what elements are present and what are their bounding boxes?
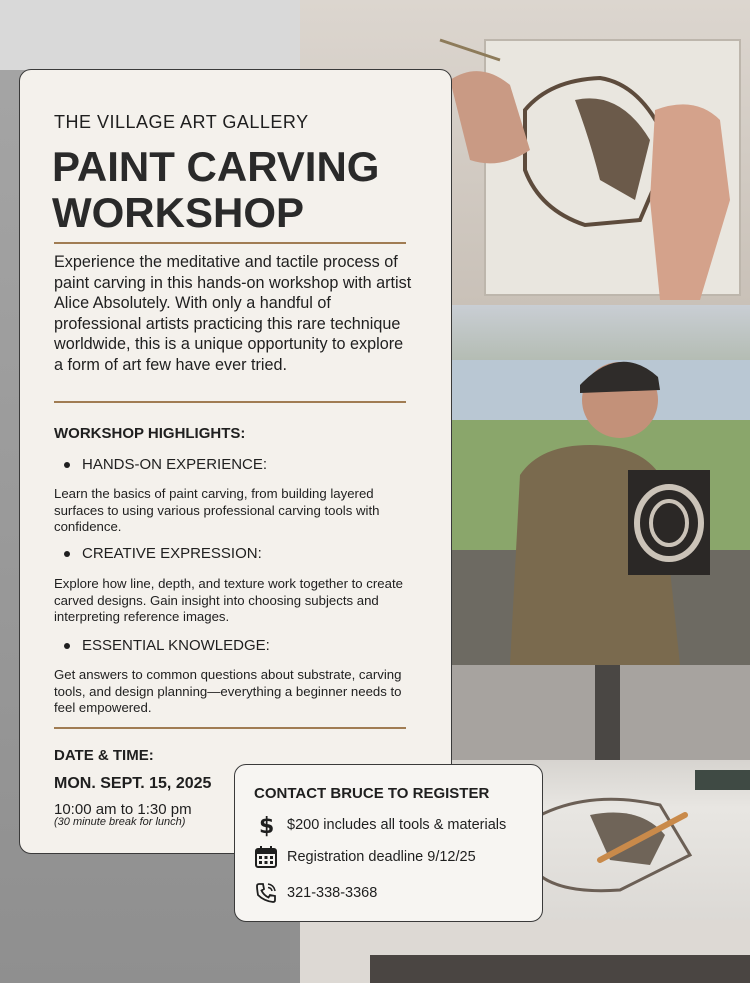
contact-heading: CONTACT BRUCE TO REGISTER: [254, 785, 490, 802]
workshop-time: 10:00 am to 1:30 pm: [54, 801, 192, 818]
phone-row: [254, 881, 377, 905]
photo-carving-bottom: [300, 920, 750, 983]
bullet-icon: [64, 643, 70, 649]
lunch-note: (30 minute break for lunch): [54, 816, 186, 828]
bullet-icon: [64, 551, 70, 557]
workshop-title: [52, 144, 379, 236]
price-row: [254, 813, 506, 837]
calendar-icon: [254, 845, 278, 869]
workshop-info-panel: [19, 69, 452, 854]
phone-number: 321-338-3368: [287, 885, 378, 901]
highlight-text: Explore how line, depth, and texture work together to create carved designs. Gain insight into choosing subjects and interpreting reference images.: [54, 576, 403, 624]
workshop-date: MON. SEPT. 15, 2025: [54, 775, 212, 792]
highlights-heading: WORKSHOP HIGHLIGHTS:: [54, 425, 246, 442]
divider: [54, 401, 406, 403]
price-text: $200 includes all tools & materials: [287, 817, 507, 833]
highlight-title: ESSENTIAL KNOWLEDGE:: [64, 637, 270, 654]
date-time-heading: DATE & TIME:: [54, 747, 154, 764]
title-line-1: PAINT CARVING: [52, 143, 380, 190]
title-line-2: WORKSHOP: [52, 189, 304, 236]
light-background-strip: [0, 0, 300, 70]
highlight-text: Learn the basics of paint carving, from building layered surfaces to using various professional carving tools with confidence.: [54, 486, 380, 534]
intro-paragraph: Experience the meditative and tactile process of paint carving in this hands-on workshop with artist Alice Absolutely. With only a handful of professional artists practicing this rare technique worldwide, this is a unique opportunity to explore a form of art few have ever tried.: [54, 253, 412, 374]
gallery-name: THE VILLAGE ART GALLERY: [54, 112, 309, 132]
divider: [54, 727, 406, 729]
phone-icon: [254, 881, 278, 905]
svg-text:$: $: [259, 814, 275, 837]
bullet-icon: [64, 462, 70, 468]
highlight-title: HANDS-ON EXPERIENCE:: [64, 456, 267, 473]
highlight-title: CREATIVE EXPRESSION:: [64, 545, 262, 562]
divider: [54, 242, 406, 244]
photo-artist-portrait: [450, 305, 750, 665]
highlight-text: Get answers to common questions about substrate, carving tools, and design planning—everything a beginner needs to feel empowered.: [54, 667, 402, 715]
deadline-row: [254, 845, 476, 869]
deadline-text: Registration deadline 9/12/25: [287, 849, 476, 865]
dollar-icon: [254, 813, 278, 837]
contact-panel: [234, 764, 543, 922]
